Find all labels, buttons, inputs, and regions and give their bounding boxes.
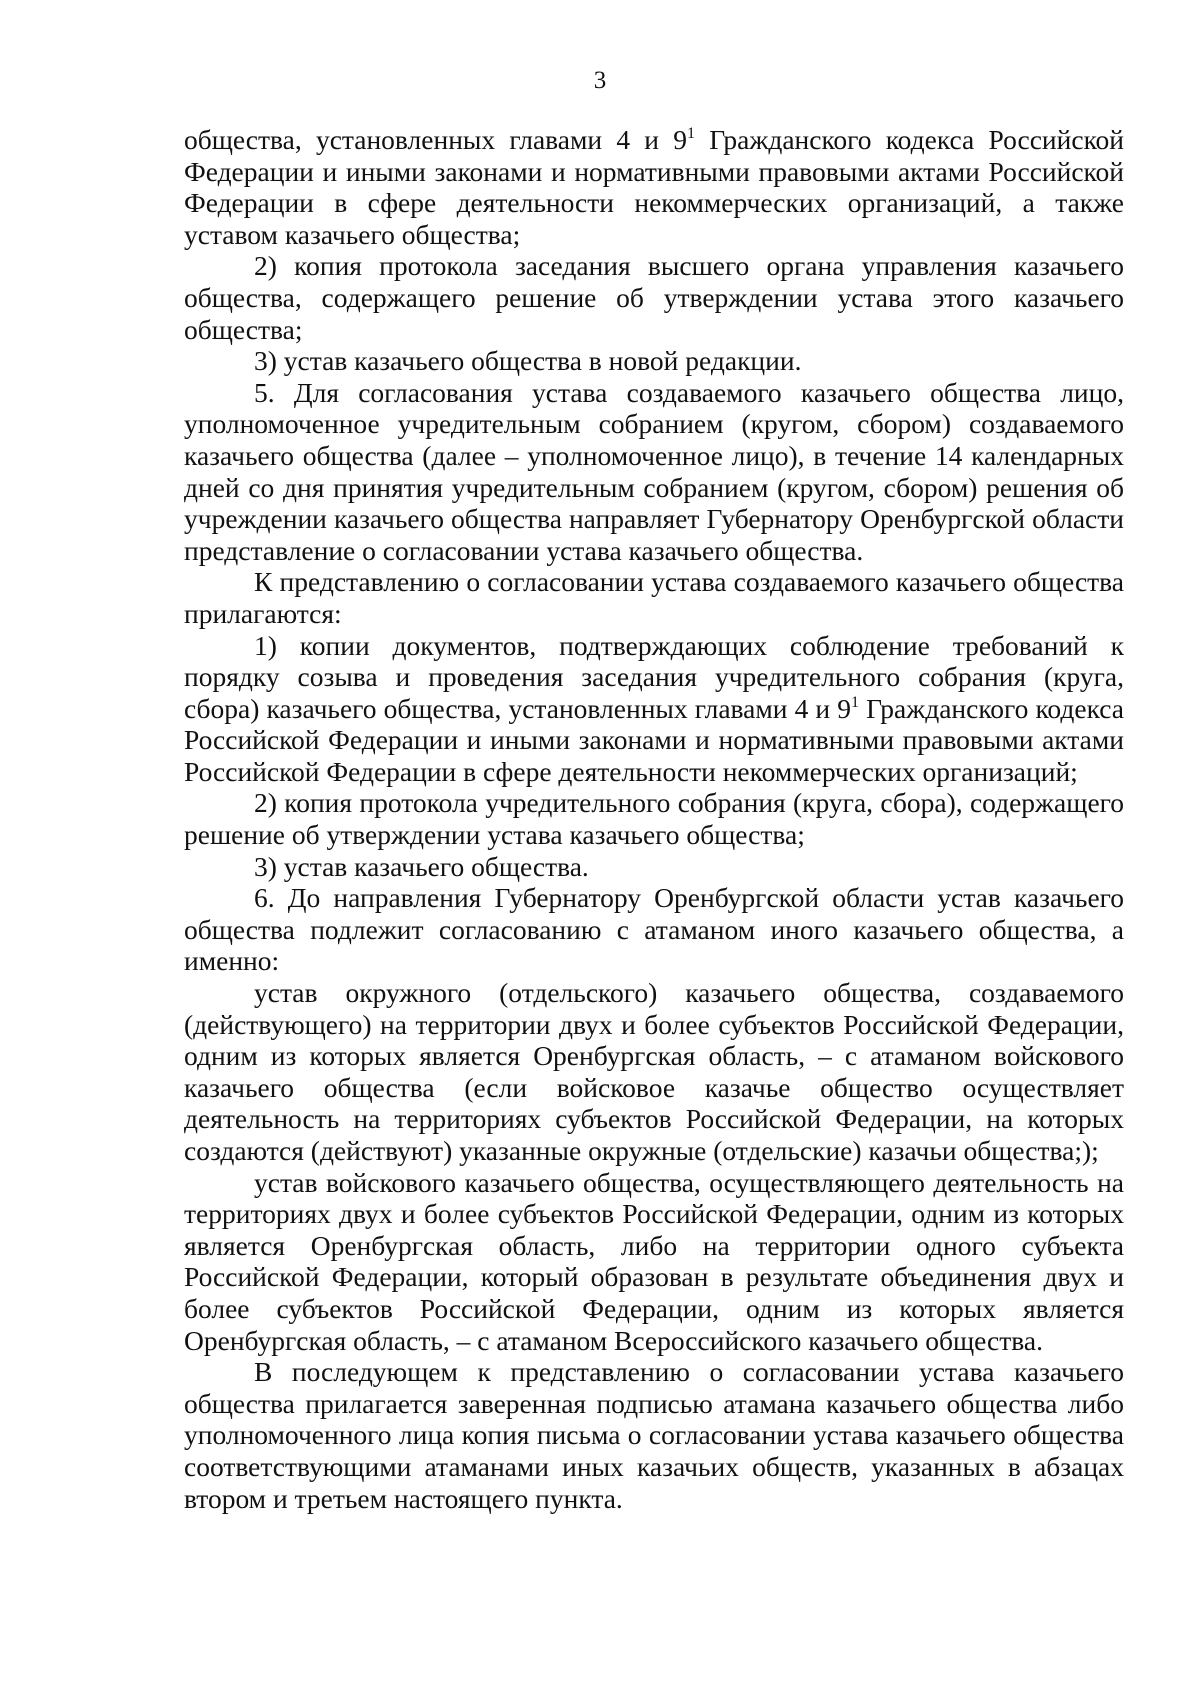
paragraph-attachments-intro: К представлению о согласовании устава создаваемого казачьего общества прилагаются:: [184, 566, 1124, 629]
paragraph-text: Гражданского кодекса Российской Федерации и иными законами и нормативными правовыми актами Российской Федерации в сфере деятельности некоммерческих организаций, а также уставом казачьего общества;: [184, 124, 1124, 250]
document-body: [184, 124, 1124, 1514]
paragraph-text: 1) копии документов, подтверждающих соблюдение требований к порядку созыва и проведения заседания учредительного собрания (круга, сбора) казачьего общества, установленных главами 4 и 9: [184, 629, 1124, 724]
paragraph-item-3: 3) устав казачьего общества в новой редакции.: [254, 345, 802, 377]
paragraph-military-society: устав войскового казачьего общества, осуществляющего деятельность на территориях двух и более субъектов Российской Федерации, одним из которых является Оренбургская область, либо на территории одного субъекта Российской Федерации, который образован в результате объединения двух и более субъектов Российской Федерации, одним из которых является Оренбургская область, – с атаманом Всероссийского казачьего общества.: [184, 1166, 1124, 1356]
paragraph-clause-5: 5. Для согласования устава создаваемого казачьего общества лицо, уполномоченное учредительным собранием (кругом, сбором) создаваемого казачьего общества (далее – уполномоченное лицо), в течение 14 календарных дней со дня принятия учредительным собранием (кругом, сбором) решения об учреждении казачьего общества направляет Губернатору Оренбургской области представление о согласовании устава казачьего общества.: [184, 376, 1124, 566]
paragraph-attachment-2: 2) копия протокола учредительного собрания (круга, сбора), содержащего решение об утверждении устава казачьего общества;: [184, 787, 1124, 851]
paragraph-subsequent: В последующем к представлению о согласовании устава казачьего общества прилагается заверенная подписью атамана казачьего общества либо уполномоченного лица копия письма о согласовании устава казачьего общества соответствующими атаманами иных казачьих обществ, указанных в абзацах втором и третьем настоящего пункта.: [184, 1356, 1124, 1514]
paragraph-text: общества, установленных главами 4 и 9: [184, 124, 687, 155]
paragraph-continuation: [184, 124, 1124, 250]
paragraph-attachment-1: [184, 630, 1124, 788]
paragraph-item-2: 2) копия протокола заседания высшего органа управления казачьего общества, содержащего решение об утверждении устава этого казачьего общества;: [184, 250, 1124, 345]
superscript: 1: [686, 125, 695, 142]
paragraph-text: Гражданского кодекса Российской Федерации и иными законами и нормативными правовыми актами Российской Федерации в сфере деятельности некоммерческих организаций;: [184, 692, 1125, 787]
paragraph-clause-6: 6. До направления Губернатору Оренбургской области устав казачьего общества подлежит согласованию с атаманом иного казачьего общества, а именно:: [184, 882, 1124, 977]
superscript: 1: [850, 693, 859, 711]
paragraph-district-society: устав окружного (отдельского) казачьего общества, создаваемого (действующего) на территории двух и более субъектов Российской Федерации, одним из которых является Оренбургская область, – с атаманом войскового казачьего общества (если войсковое казачье общество осуществляет деятельность на территориях субъектов Российской Федерации, на которых создаются (действуют) указанные окружные (отдельские) казачьи общества;);: [184, 977, 1124, 1166]
page-number: 3: [593, 67, 607, 94]
paragraph-attachment-3: 3) устав казачьего общества.: [254, 850, 589, 882]
